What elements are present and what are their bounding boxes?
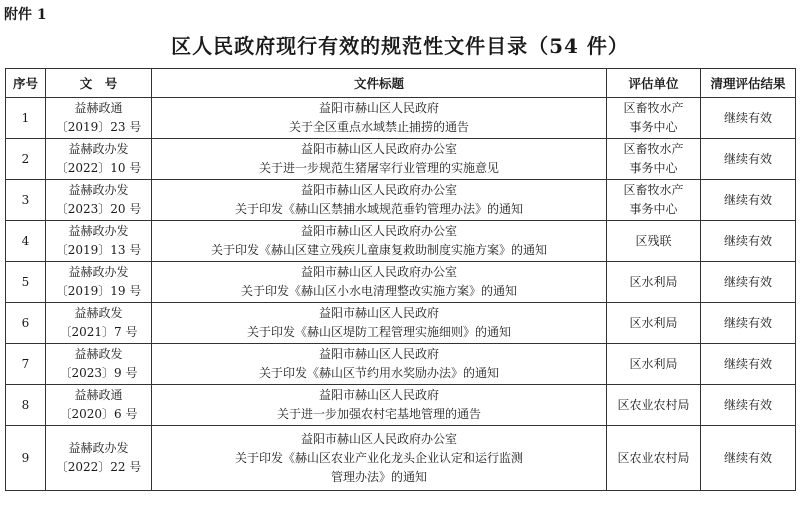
table-header-row [6, 69, 796, 98]
row-serial-number: 3 [6, 180, 46, 221]
row-evaluation-unit [607, 180, 701, 221]
row-serial-number: 8 [6, 385, 46, 426]
row-evaluation-result: 继续有效 [701, 344, 796, 385]
row-evaluation-unit [607, 426, 701, 491]
evaluation-unit-line: 区畜牧水产 [623, 142, 684, 156]
document-number-line: 益赫政通 [74, 388, 123, 402]
document-title-line: 关于进一步规范生猪屠宰行业管理的实施意见 [258, 161, 499, 175]
document-number-line: 益赫政办发 [68, 265, 129, 279]
document-table [5, 68, 796, 491]
header-document-number: 文 号 [46, 69, 152, 98]
row-serial-number: 4 [6, 221, 46, 262]
row-document-title [152, 426, 607, 491]
document-title-line: 关于全区重点水域禁止捕捞的通告 [288, 120, 469, 134]
page-title: 区人民政府现行有效的规范性文件目录（54 件） [171, 34, 629, 58]
row-evaluation-result: 继续有效 [701, 139, 796, 180]
row-serial-number: 1 [6, 98, 46, 139]
document-number-line: 益赫政发 [74, 306, 123, 320]
row-evaluation-unit [607, 344, 701, 385]
document-number-line: 益赫政发 [74, 347, 123, 361]
row-document-number [46, 344, 152, 385]
row-serial-number: 9 [6, 426, 46, 491]
evaluation-unit-line: 区农业农村局 [617, 450, 690, 465]
document-title-line: 管理办法》的通知 [330, 469, 427, 484]
document-title-line: 益阳市赫山区人民政府 [318, 347, 439, 361]
document-number-line: 益赫政通 [74, 101, 123, 115]
row-document-title [152, 385, 607, 426]
document-title-line: 益阳市赫山区人民政府 [318, 101, 439, 115]
row-document-title [152, 221, 607, 262]
row-document-title [152, 98, 607, 139]
header-evaluation-unit: 评估单位 [607, 69, 701, 98]
document-number-line: 益赫政办发 [68, 441, 129, 455]
document-title-line: 益阳市赫山区人民政府办公室 [300, 265, 457, 279]
document-number-line: 〔2020〕6 号 [59, 407, 138, 421]
document-number-line: 益赫政办发 [68, 183, 129, 197]
row-serial-number: 2 [6, 139, 46, 180]
evaluation-unit-line: 区残联 [635, 233, 672, 248]
row-evaluation-unit [607, 221, 701, 262]
document-number-line: 〔2019〕23 号 [55, 120, 142, 134]
row-evaluation-result: 继续有效 [701, 98, 796, 139]
row-document-title [152, 139, 607, 180]
document-title-line: 关于印发《赫山区堤防工程管理实施细则》的通知 [246, 325, 511, 339]
document-title-line: 益阳市赫山区人民政府 [318, 306, 439, 320]
document-number-line: 〔2023〕20 号 [55, 202, 142, 216]
document-title-line: 益阳市赫山区人民政府办公室 [300, 431, 457, 446]
table-row [6, 221, 796, 262]
document-title-line: 益阳市赫山区人民政府办公室 [300, 183, 457, 197]
row-document-title [152, 303, 607, 344]
document-title-line: 关于印发《赫山区小水电清理整改实施方案》的通知 [240, 284, 517, 298]
evaluation-unit-line: 区水利局 [629, 356, 678, 371]
table-row [6, 426, 796, 491]
row-document-number [46, 426, 152, 491]
evaluation-unit-line: 事务中心 [629, 161, 678, 175]
row-evaluation-result: 继续有效 [701, 303, 796, 344]
row-document-number [46, 303, 152, 344]
row-evaluation-unit [607, 98, 701, 139]
table-row [6, 303, 796, 344]
header-evaluation-result: 清理评估结果 [701, 69, 796, 98]
row-serial-number: 7 [6, 344, 46, 385]
row-document-title [152, 344, 607, 385]
row-document-number [46, 98, 152, 139]
evaluation-unit-line: 区农业农村局 [617, 397, 690, 412]
row-evaluation-unit [607, 262, 701, 303]
row-evaluation-unit [607, 139, 701, 180]
table-row [6, 180, 796, 221]
header-serial-number: 序号 [6, 69, 46, 98]
evaluation-unit-line: 事务中心 [629, 120, 678, 134]
table-row [6, 344, 796, 385]
attachment-label: 附件 1 [4, 7, 47, 23]
row-document-number [46, 385, 152, 426]
document-number-line: 〔2019〕19 号 [55, 284, 142, 298]
document-number-line: 益赫政办发 [68, 142, 129, 156]
row-evaluation-result: 继续有效 [701, 262, 796, 303]
document-title-line: 关于印发《赫山区节约用水奖励办法》的通知 [258, 366, 499, 380]
header-document-title: 文件标题 [152, 69, 607, 98]
row-document-number [46, 221, 152, 262]
row-document-number [46, 180, 152, 221]
document-title-line: 关于进一步加强农村宅基地管理的通告 [276, 407, 481, 421]
document-title-line: 关于印发《赫山区禁捕水域规范垂钓管理办法》的通知 [234, 202, 523, 216]
evaluation-unit-line: 区水利局 [629, 274, 678, 289]
row-evaluation-result: 继续有效 [701, 180, 796, 221]
document-number-line: 益赫政办发 [68, 224, 129, 238]
document-number-line: 〔2022〕22 号 [55, 460, 142, 474]
row-evaluation-result: 继续有效 [701, 426, 796, 491]
row-document-title [152, 180, 607, 221]
document-number-line: 〔2021〕7 号 [59, 325, 138, 339]
row-document-number [46, 139, 152, 180]
document-number-line: 〔2023〕9 号 [59, 366, 138, 380]
document-title-line: 益阳市赫山区人民政府办公室 [300, 224, 457, 238]
evaluation-unit-line: 区水利局 [629, 315, 678, 330]
evaluation-unit-line: 区畜牧水产 [623, 101, 684, 115]
row-document-number [46, 262, 152, 303]
document-title-line: 益阳市赫山区人民政府 [318, 388, 439, 402]
table-row [6, 139, 796, 180]
table-row [6, 385, 796, 426]
row-document-title [152, 262, 607, 303]
table-row [6, 262, 796, 303]
evaluation-unit-line: 区畜牧水产 [623, 183, 684, 197]
row-evaluation-unit [607, 385, 701, 426]
document-number-line: 〔2019〕13 号 [55, 243, 142, 257]
document-title-line: 益阳市赫山区人民政府办公室 [300, 142, 457, 156]
row-evaluation-result: 继续有效 [701, 385, 796, 426]
evaluation-unit-line: 事务中心 [629, 202, 678, 216]
row-serial-number: 5 [6, 262, 46, 303]
row-evaluation-unit [607, 303, 701, 344]
document-title-line: 关于印发《赫山区建立残疾儿童康复救助制度实施方案》的通知 [210, 243, 547, 257]
row-serial-number: 6 [6, 303, 46, 344]
table-row [6, 98, 796, 139]
row-evaluation-result: 继续有效 [701, 221, 796, 262]
document-title-line: 关于印发《赫山区农业产业化龙头企业认定和运行监测 [234, 450, 523, 465]
document-number-line: 〔2022〕10 号 [55, 161, 142, 175]
